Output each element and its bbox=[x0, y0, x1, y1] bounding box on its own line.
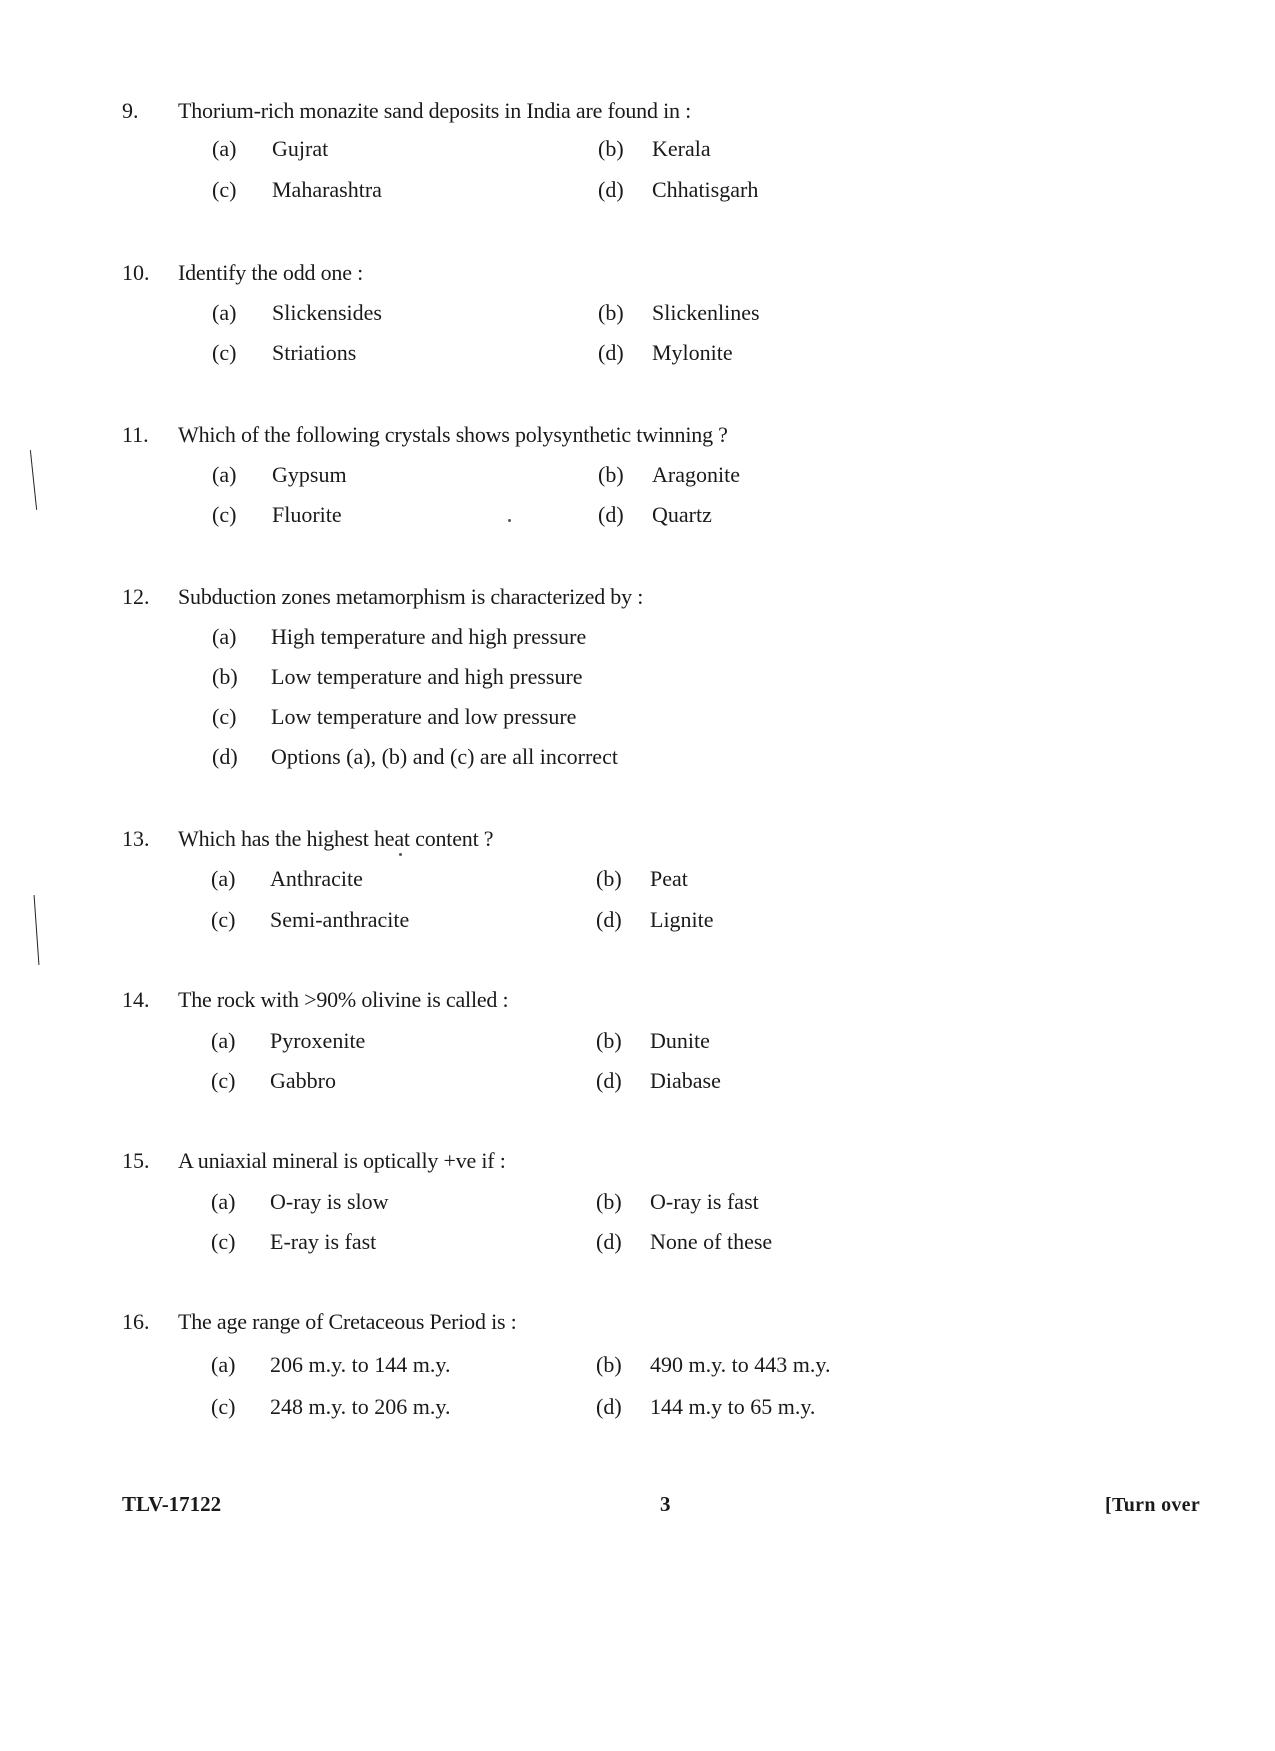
option-text: Chhatisgarh bbox=[652, 177, 759, 202]
option-text: Fluorite bbox=[272, 502, 342, 527]
option-text: High temperature and high pressure bbox=[271, 624, 587, 649]
option-text: 206 m.y. to 144 m.y. bbox=[270, 1352, 451, 1377]
question-text: Subduction zones metamorphism is characterized by : bbox=[178, 584, 644, 609]
option-label: (b) bbox=[598, 136, 624, 161]
option-label: (d) bbox=[596, 907, 622, 932]
option-label: (b) bbox=[596, 1352, 622, 1377]
question-number: 16. bbox=[122, 1309, 150, 1334]
option-label: (d) bbox=[596, 1394, 622, 1419]
option-text: Slickenlines bbox=[652, 300, 760, 325]
question-number: 11. bbox=[122, 422, 149, 447]
option-label: (a) bbox=[212, 462, 237, 487]
option-text: Mylonite bbox=[652, 340, 733, 365]
option-label: (b) bbox=[596, 866, 622, 891]
option-text: Striations bbox=[272, 340, 357, 365]
question-text: Thorium-rich monazite sand deposits in India are found in : bbox=[178, 98, 692, 123]
question-number: 9. bbox=[122, 98, 139, 123]
option-text: Pyroxenite bbox=[270, 1028, 366, 1053]
page-number: 3 bbox=[660, 1492, 671, 1516]
option-label: (d) bbox=[598, 502, 624, 527]
option-label: (c) bbox=[211, 907, 236, 932]
option-text: O-ray is slow bbox=[270, 1189, 389, 1214]
option-label: (c) bbox=[212, 704, 237, 729]
question-number: 15. bbox=[122, 1148, 150, 1173]
question-number: 14. bbox=[122, 987, 150, 1012]
option-text: Dunite bbox=[650, 1028, 710, 1053]
option-text: Lignite bbox=[650, 907, 714, 932]
option-text: Gabbro bbox=[270, 1068, 336, 1093]
option-text: Diabase bbox=[650, 1068, 721, 1093]
option-label: (c) bbox=[211, 1068, 236, 1093]
option-label: (c) bbox=[212, 502, 237, 527]
margin-mark bbox=[30, 450, 37, 510]
option-label: (a) bbox=[211, 1189, 236, 1214]
option-label: (a) bbox=[211, 866, 236, 891]
option-label: (d) bbox=[598, 177, 624, 202]
question-number: 13. bbox=[122, 826, 150, 851]
option-label: (a) bbox=[212, 136, 237, 161]
option-label: (d) bbox=[596, 1229, 622, 1254]
question-text: A uniaxial mineral is optically +ve if : bbox=[178, 1148, 506, 1173]
option-text: E-ray is fast bbox=[270, 1229, 377, 1254]
option-label: (c) bbox=[211, 1394, 236, 1419]
question-text: Identify the odd one : bbox=[178, 260, 363, 285]
question-text: The rock with >90% olivine is called : bbox=[178, 987, 509, 1012]
option-label: (d) bbox=[212, 744, 238, 769]
option-label: (d) bbox=[598, 340, 624, 365]
option-label: (a) bbox=[212, 300, 237, 325]
option-text: Kerala bbox=[652, 136, 711, 161]
option-text: 248 m.y. to 206 m.y. bbox=[270, 1394, 451, 1419]
option-label: (b) bbox=[596, 1028, 622, 1053]
option-text: Semi-anthracite bbox=[270, 907, 410, 932]
question-text: Which has the highest heat content ? bbox=[178, 826, 494, 851]
question-text: Which of the following crystals shows polysynthetic twinning ? bbox=[178, 422, 728, 447]
option-text: Maharashtra bbox=[272, 177, 382, 202]
option-text: Options (a), (b) and (c) are all incorrect bbox=[271, 744, 618, 769]
question-number: 10. bbox=[122, 260, 150, 285]
option-label: (c) bbox=[211, 1229, 236, 1254]
option-label: (a) bbox=[211, 1028, 236, 1053]
option-label: (a) bbox=[212, 624, 237, 649]
option-text: Low temperature and low pressure bbox=[271, 704, 577, 729]
option-text: Anthracite bbox=[270, 866, 363, 891]
option-text: 144 m.y to 65 m.y. bbox=[650, 1394, 816, 1419]
turn-over-note: [Turn over bbox=[1105, 1494, 1201, 1516]
option-label: (b) bbox=[212, 664, 238, 689]
question-number: 12. bbox=[122, 584, 150, 609]
option-label: (b) bbox=[596, 1189, 622, 1214]
option-text: Aragonite bbox=[652, 462, 740, 487]
option-label: (c) bbox=[212, 177, 237, 202]
option-text: O-ray is fast bbox=[650, 1189, 759, 1214]
option-text: 490 m.y. to 443 m.y. bbox=[650, 1352, 831, 1377]
option-label: (c) bbox=[212, 340, 237, 365]
option-text: Slickensides bbox=[272, 300, 382, 325]
option-label: (b) bbox=[598, 462, 624, 487]
option-text: None of these bbox=[650, 1229, 773, 1254]
option-label: (a) bbox=[211, 1352, 236, 1377]
speck bbox=[508, 519, 511, 522]
option-text: Peat bbox=[650, 866, 688, 891]
paper-code: TLV-17122 bbox=[122, 1492, 222, 1516]
option-label: (b) bbox=[598, 300, 624, 325]
option-text: Quartz bbox=[652, 502, 712, 527]
option-text: Gujrat bbox=[272, 136, 329, 161]
margin-mark bbox=[34, 895, 40, 965]
option-text: Low temperature and high pressure bbox=[271, 664, 583, 689]
speck bbox=[399, 853, 402, 856]
option-text: Gypsum bbox=[272, 462, 347, 487]
option-label: (d) bbox=[596, 1068, 622, 1093]
question-text: The age range of Cretaceous Period is : bbox=[178, 1309, 517, 1334]
